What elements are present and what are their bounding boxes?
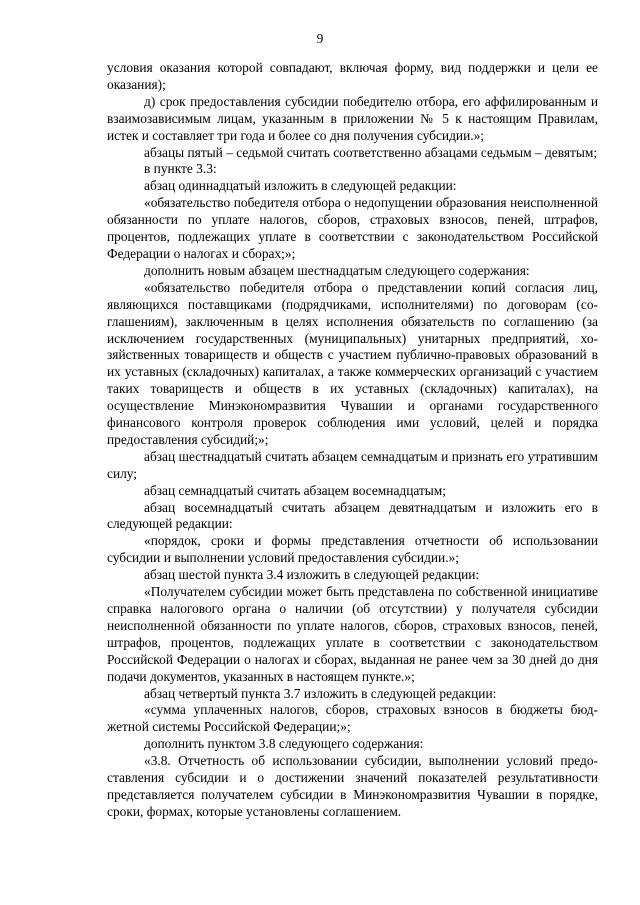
paragraph-continuation: условия оказания которой совпадают, включая форму, вид поддержки и цели ее оказания); bbox=[107, 60, 598, 92]
paragraph-add-16th: дополнить новым абзацем шестнадцатым следующего содержания: bbox=[144, 262, 530, 278]
paragraph-amend-3-7: абзац четвертый пункта 3.7 изложить в следующей редакции: bbox=[144, 685, 497, 701]
paragraph-clause-3-3-heading: в пункте 3.3: bbox=[144, 161, 217, 177]
paragraph-quote-16th: «обязательство победителя отбора о представлении копий согласия лиц, являющихся поставщиками (подрядчиками, исполнителями) по договорам (соглашениям), заключенным в целях исполнения обязательств по соглашению (за исключением государственных (муниципальных) унитарных предприятий, хозяйственных товариществ и обществ с участием публично-правовых образований в их уставных (складочных) капиталах, а также коммерческих организаций с участием таких товариществ и обществ в их уставных (складочных) капиталах), на осуществление Минэкономразвития Чувашии и органами государственного финансового контроля проверок соблюдения ими условий, целей и порядка предоставления субсидий;»; bbox=[107, 279, 598, 447]
page-number: 9 bbox=[316, 31, 324, 46]
paragraph-amend-11th: абзац одиннадцатый изложить в следующей редакции: bbox=[144, 178, 457, 194]
paragraph-renumber-5-7: абзацы пятый – седьмой считать соответственно абзацами седьмым – девятым; bbox=[144, 144, 598, 160]
document-body bbox=[107, 60, 598, 821]
paragraph-renumber-17th: абзац семнадцатый считать абзацем восемнадцатым; bbox=[144, 482, 447, 498]
paragraph-subitem-d: д) срок предоставления субсидии победителю отбора, его аффилированным и взаимозависимым лицам, указанным в приложении № 5 к настоящим Правилам, истек и составляет три года и более со дня получения субсидии.»; bbox=[107, 93, 598, 143]
paragraph-renumber-16th: абзац шестнадцатый считать абзацем семнадцатым и признать его утратившим силу; bbox=[107, 448, 598, 481]
paragraph-amend-18th: абзац восемнадцатый считать абзацем девятнадцатым и изложить его в следующей редакции: bbox=[107, 499, 598, 532]
paragraph-amend-3-4: абзац шестой пункта 3.4 изложить в следующей редакции: bbox=[144, 567, 480, 583]
paragraph-quote-3-4: «Получателем субсидии может быть представлена по собственной инициативе справка налогового органа о наличии (об отсутствии) у получателя субсидии неисполненной обязанности по уплате налогов, сборов, страховых взносов, пеней, штрафов, процентов, подлежащих уплате в соответствии с законодательством Российской Федерации о налогах и сборах, выданная не ранее чем за 30 дней до дня подачи документов, указанных в настоящем пункте.»; bbox=[107, 584, 598, 684]
paragraph-quote-11th: «обязательство победителя отбора о недопущении образования неисполненной обязанности по уплате налогов, сборов, страховых взносов, пеней, штрафов, процентов, подлежащих уплате в соответствии с законодательством Российской Федерации о налогах и сборах;»; bbox=[107, 195, 598, 261]
paragraph-quote-3-7: «сумма уплаченных налогов, сборов, страховых взносов в бюджеты бюджетной системы Российской Федерации;»; bbox=[107, 702, 598, 735]
paragraph-quote-18th: «порядок, сроки и формы представления отчетности об использовании субсидии и выполнении условий предоставления субсидии.»; bbox=[107, 533, 598, 566]
paragraph-quote-3-8: «3.8. Отчетность об использовании субсидии, выполнении условий предоставления субсидии и о достижении значений показателей результативности представляется получателем субсидии в Минэкономразвития Чувашии в порядке, сроки, формах, которые установлены соглашением. bbox=[107, 753, 598, 819]
paragraph-add-3-8: дополнить пунктом 3.8 следующего содержания: bbox=[144, 736, 424, 752]
